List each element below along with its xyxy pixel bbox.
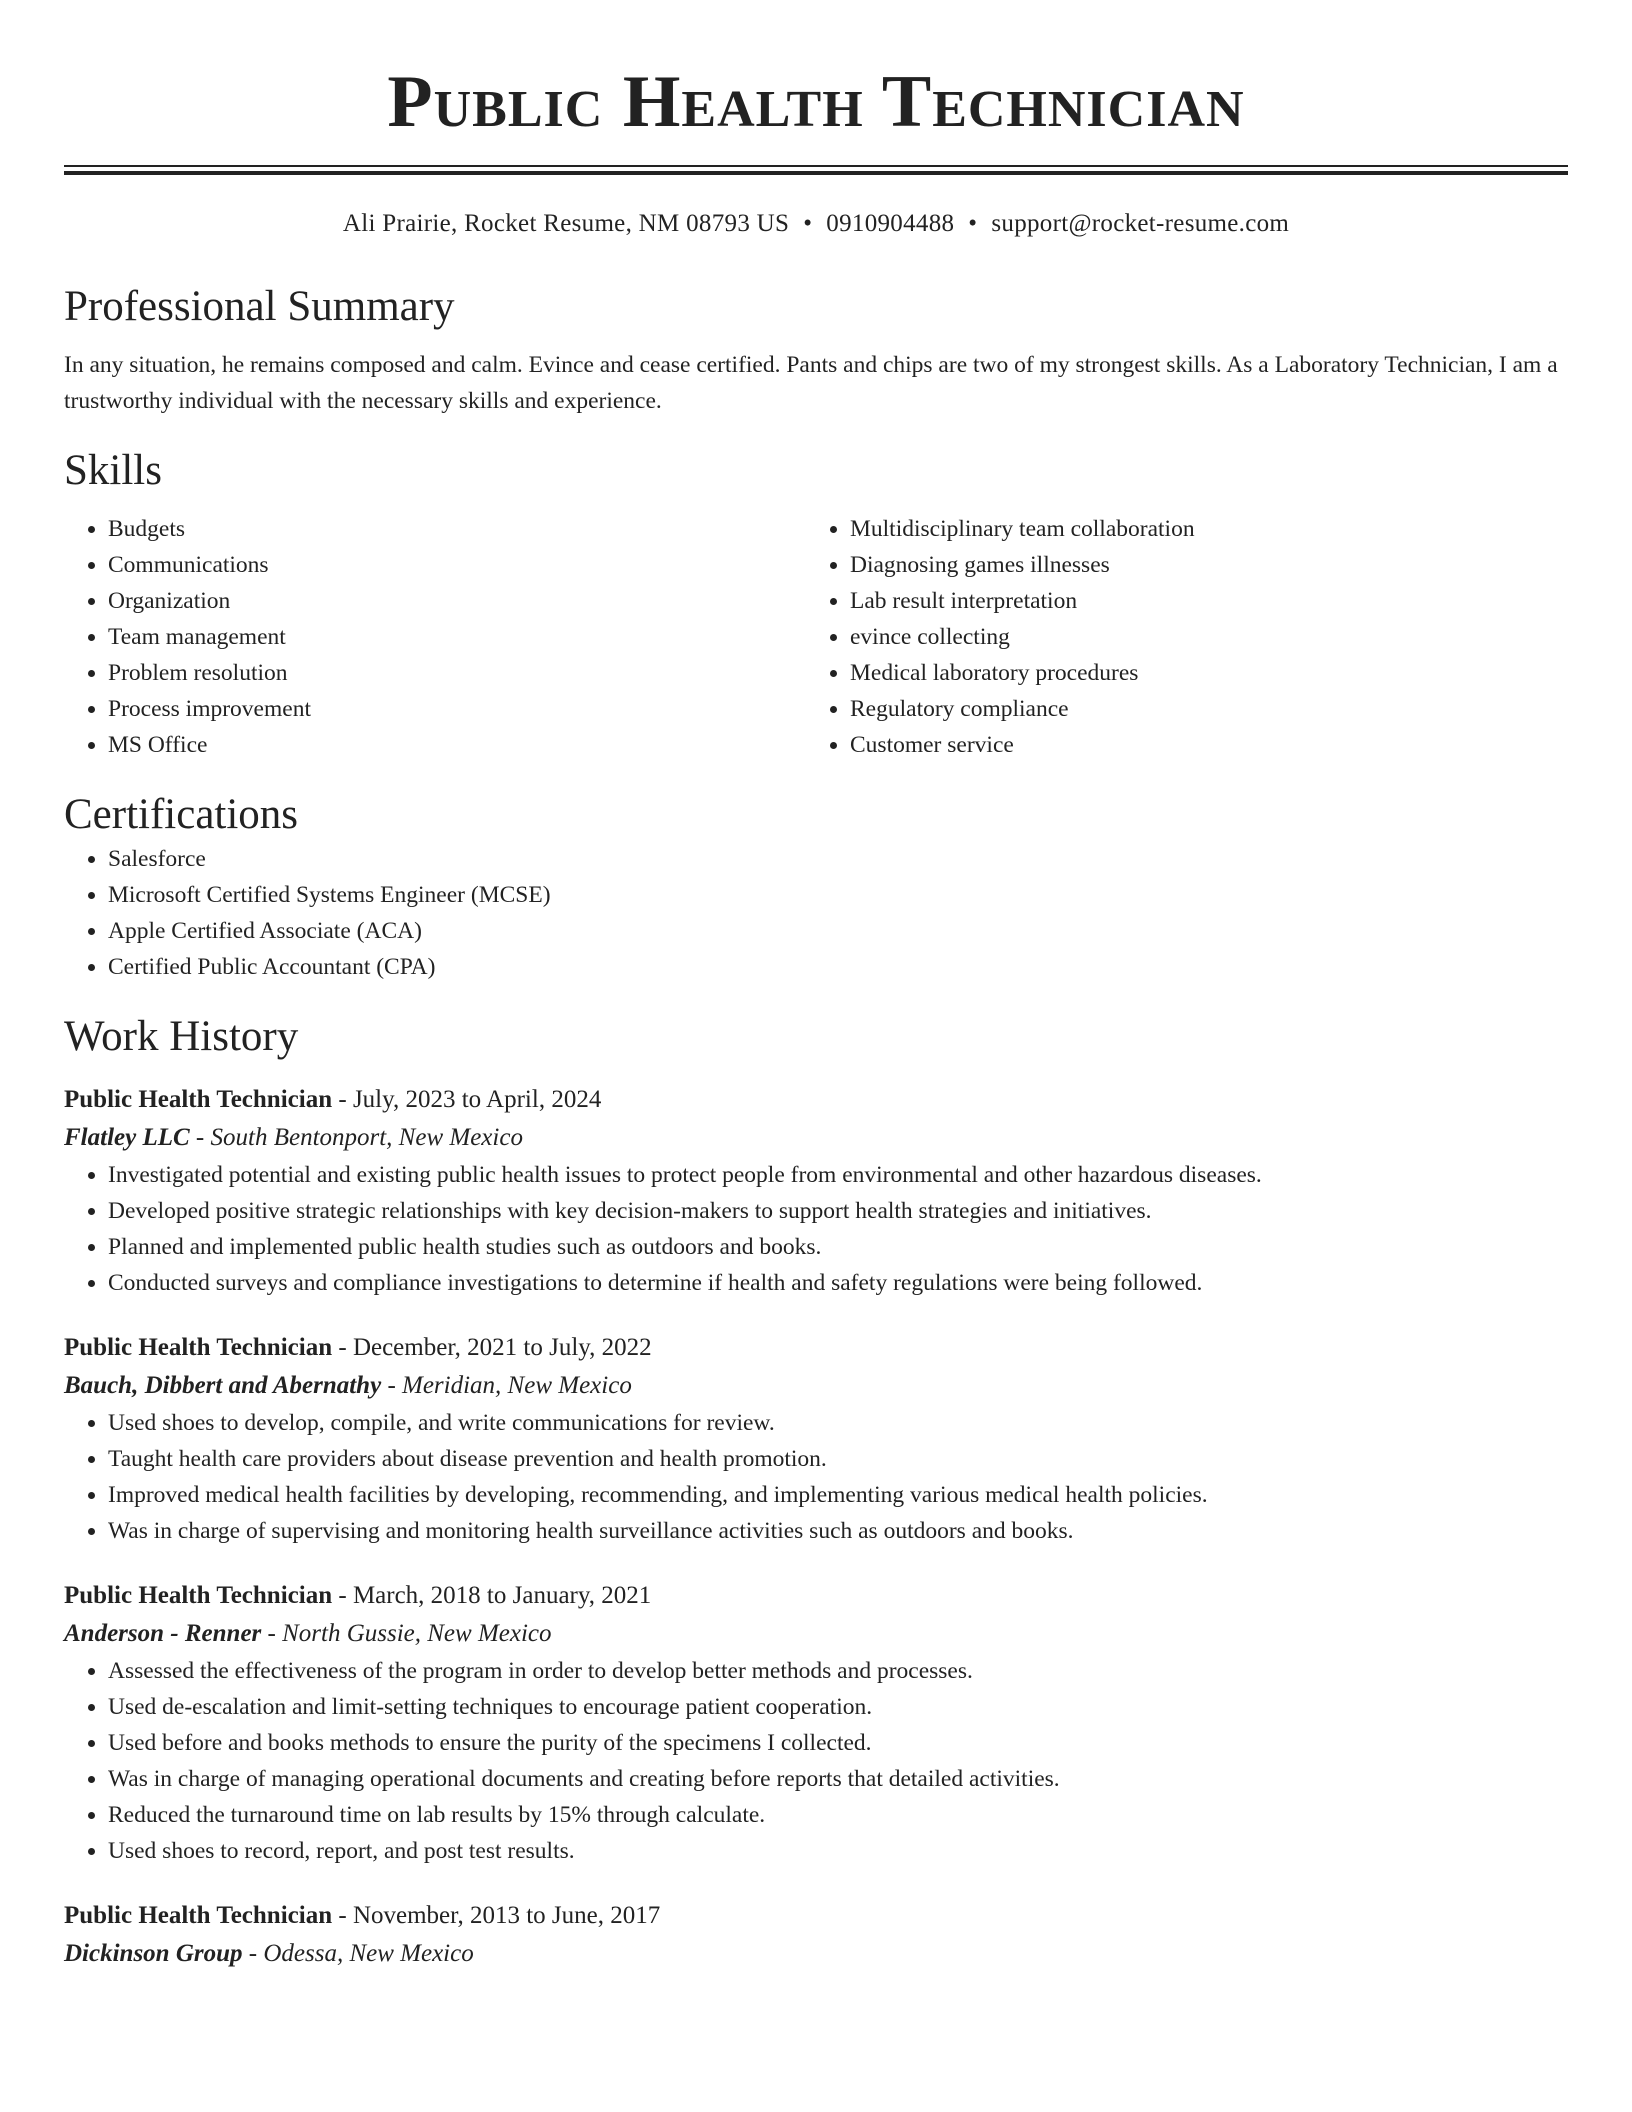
company-name: Anderson - Renner (64, 1620, 262, 1647)
job-duty: • Reduced the turnaround time on lab results by 15% through calculate. (108, 1797, 1568, 1833)
company-name: Dickinson Group (64, 1940, 243, 1967)
job-duty: • Assessed the effectiveness of the program in order to develop better methods and processes. (108, 1653, 1568, 1689)
job-entry (64, 1577, 1568, 1869)
skill-item: • Lab result interpretation (850, 583, 1548, 619)
company-name: Flatley LLC (64, 1124, 190, 1151)
contact-phone: 0910904488 (826, 210, 955, 237)
skill-item: • Problem resolution (108, 655, 806, 691)
dash: - (381, 1372, 403, 1399)
certifications-list (64, 841, 1568, 985)
job-dates: November, 2013 to June, 2017 (352, 1902, 661, 1929)
job-dates: December, 2021 to July, 2022 (352, 1334, 652, 1361)
job-duty: • Investigated potential and existing public health issues to protect people from environmental and other hazardous diseases. (108, 1157, 1568, 1193)
job-title-line (64, 1577, 1568, 1615)
job-duty: • Conducted surveys and compliance investigations to determine if health and safety regulations were being followed. (108, 1265, 1568, 1301)
job-entry (64, 1081, 1568, 1301)
skill-item: • Team management (108, 619, 806, 655)
summary-text: In any situation, he remains composed and calm. Evince and cease certified. Pants and chips are two of my strongest skills. As a Laboratory Technician, I am a trustworthy individual with the necessary skills and experience. (64, 352, 1558, 414)
skill-item: • Budgets (108, 511, 806, 547)
job-title: Public Health Technician (64, 1086, 333, 1113)
job-entry (64, 1897, 1568, 1973)
job-entry (64, 1329, 1568, 1549)
job-duties-list (64, 1157, 1568, 1301)
dash: - (242, 1940, 264, 1967)
job-duty: • Taught health care providers about disease prevention and health promotion. (108, 1441, 1568, 1477)
title-divider (64, 165, 1568, 175)
certification-item: • Apple Certified Associate (ACA) (108, 913, 1568, 949)
skill-item: • Regulatory compliance (850, 691, 1548, 727)
job-title-line (64, 1081, 1568, 1119)
dash: - (332, 1582, 353, 1609)
company-line (64, 1367, 1568, 1405)
job-dates: March, 2018 to January, 2021 (352, 1582, 652, 1609)
skill-item: • Process improvement (108, 691, 806, 727)
job-duties-list (64, 1405, 1568, 1549)
contact-address: Ali Prairie, Rocket Resume, NM 08793 US (342, 210, 790, 237)
job-duties-list (64, 1653, 1568, 1869)
job-duty: • Improved medical health facilities by developing, recommending, and implementing various medical health policies. (108, 1477, 1568, 1513)
skill-item: • Medical laboratory procedures (850, 655, 1548, 691)
certification-item: • Certified Public Accountant (CPA) (108, 949, 1568, 985)
skills-grid (64, 511, 1568, 763)
job-title: Public Health Technician (64, 1582, 333, 1609)
job-title-line (64, 1329, 1568, 1367)
work-history-heading: Work History (64, 1013, 299, 1060)
certification-item: • Microsoft Certified Systems Engineer (MCSE) (108, 877, 1568, 913)
dash: - (332, 1086, 353, 1113)
summary-heading: Professional Summary (64, 283, 455, 330)
job-duty: • Used shoes to record, report, and post test results. (108, 1833, 1568, 1869)
skill-item: • Multidisciplinary team collaboration (850, 511, 1548, 547)
job-title-line (64, 1897, 1568, 1935)
dash: - (332, 1902, 353, 1929)
skill-item: • Organization (108, 583, 806, 619)
company-line (64, 1935, 1568, 1973)
resume-page (64, 0, 1568, 1973)
job-duty: • Used before and books methods to ensure the purity of the specimens I collected. (108, 1725, 1568, 1761)
job-location: Meridian, New Mexico (402, 1372, 632, 1399)
skill-item: • evince collecting (850, 619, 1548, 655)
contact-line (64, 207, 1568, 241)
job-location: North Gussie, New Mexico (282, 1620, 552, 1647)
job-title: Public Health Technician (64, 1902, 333, 1929)
skill-item: • MS Office (108, 727, 806, 763)
job-duty: • Was in charge of supervising and monitoring health surveillance activities such as outdoors and books. (108, 1513, 1568, 1549)
skills-list-right (806, 511, 1548, 763)
certifications-heading: Certifications (64, 791, 299, 838)
company-line (64, 1119, 1568, 1157)
job-location: South Bentonport, New Mexico (210, 1124, 523, 1151)
skill-item: • Diagnosing games illnesses (850, 547, 1548, 583)
job-duty: • Used de-escalation and limit-setting techniques to encourage patient cooperation. (108, 1689, 1568, 1725)
resume-title: Public Health Technician (387, 61, 1245, 143)
contact-separator: • (803, 210, 813, 237)
skills-column-right (806, 511, 1548, 763)
skills-column-left (64, 511, 806, 763)
skill-item: • Customer service (850, 727, 1548, 763)
job-location: Odessa, New Mexico (263, 1940, 474, 1967)
skills-list-left (64, 511, 806, 763)
dash: - (332, 1334, 353, 1361)
skill-item: • Communications (108, 547, 806, 583)
job-duty: • Was in charge of managing operational documents and creating before reports that detailed activities. (108, 1761, 1568, 1797)
contact-email: support@rocket-resume.com (991, 210, 1290, 237)
job-duty: • Planned and implemented public health studies such as outdoors and books. (108, 1229, 1568, 1265)
dash: - (189, 1124, 211, 1151)
skills-heading: Skills (64, 447, 162, 494)
job-title: Public Health Technician (64, 1334, 333, 1361)
dash: - (261, 1620, 283, 1647)
certification-item: • Salesforce (108, 841, 1568, 877)
job-dates: July, 2023 to April, 2024 (352, 1086, 602, 1113)
job-duty: • Developed positive strategic relationships with key decision-makers to support health strategies and initiatives. (108, 1193, 1568, 1229)
company-name: Bauch, Dibbert and Abernathy (64, 1372, 382, 1399)
contact-separator: • (968, 210, 978, 237)
company-line (64, 1615, 1568, 1653)
job-duty: • Used shoes to develop, compile, and write communications for review. (108, 1405, 1568, 1441)
